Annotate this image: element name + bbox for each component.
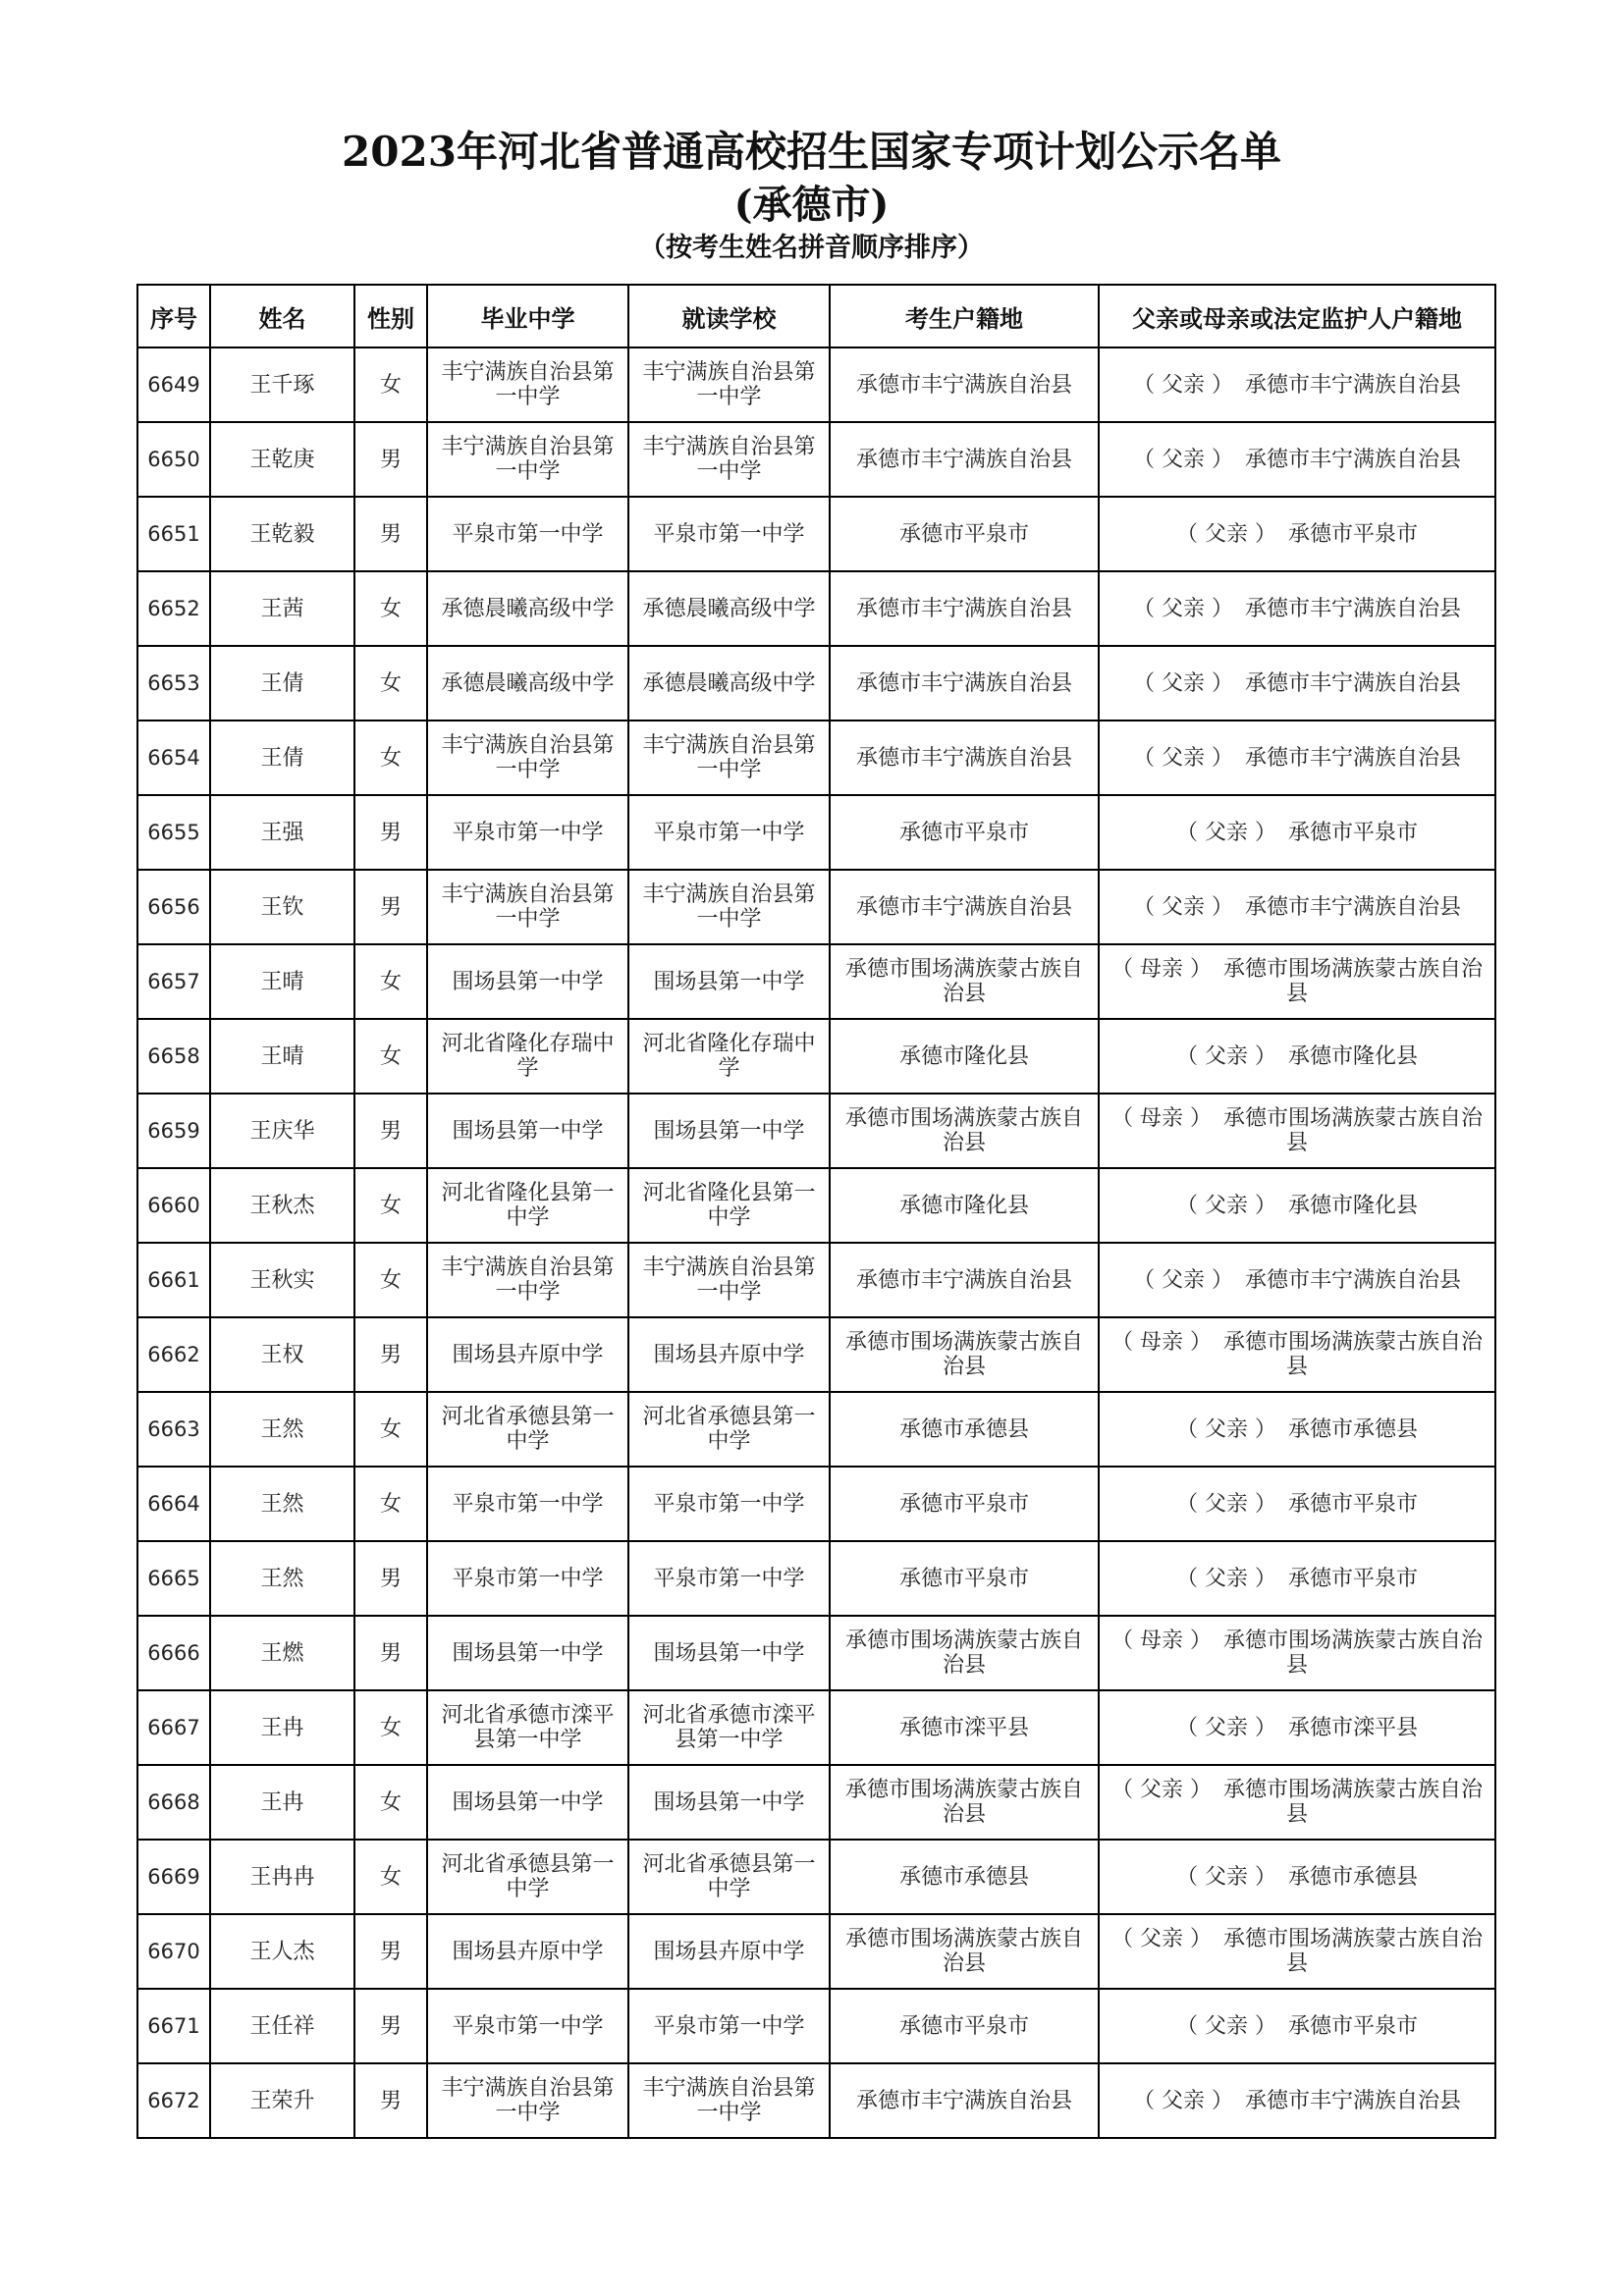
guardian-relation: （ 父亲 ） bbox=[1132, 447, 1233, 472]
row-name: 王茜 bbox=[210, 571, 354, 646]
row-current-school: 河北省承德市滦平县第一中学 bbox=[628, 1690, 830, 1765]
row-guardian-household bbox=[1099, 2063, 1495, 2138]
row-current-school: 平泉市第一中学 bbox=[628, 1467, 830, 1541]
row-guardian-household bbox=[1099, 1317, 1495, 1392]
table-row bbox=[137, 1094, 1495, 1168]
row-guardian-household bbox=[1099, 1765, 1495, 1840]
row-name: 王强 bbox=[210, 795, 354, 870]
row-guardian-household bbox=[1099, 1467, 1495, 1541]
guardian-relation: （ 父亲 ） bbox=[1175, 1566, 1276, 1591]
row-gender: 女 bbox=[354, 1168, 427, 1243]
row-id: 6664 bbox=[137, 1467, 210, 1541]
row-household: 承德市围场满族蒙古族自治县 bbox=[830, 1765, 1099, 1840]
row-grad-school: 承德晨曦高级中学 bbox=[427, 646, 628, 721]
row-guardian-household bbox=[1099, 347, 1495, 422]
row-current-school: 丰宁满族自治县第一中学 bbox=[628, 870, 830, 944]
guardian-place: 承德市丰宁满族自治县 bbox=[1244, 596, 1461, 621]
row-id: 6650 bbox=[137, 422, 210, 497]
row-household: 承德市滦平县 bbox=[830, 1690, 1099, 1765]
guardian-place: 承德市平泉市 bbox=[1287, 1491, 1418, 1517]
row-id: 6653 bbox=[137, 646, 210, 721]
guardian-relation: （ 父亲 ） bbox=[1132, 372, 1233, 398]
row-guardian-household bbox=[1099, 1094, 1495, 1168]
table-row bbox=[137, 497, 1495, 571]
guardian-relation: （ 父亲 ） bbox=[1132, 1267, 1233, 1293]
guardian-relation: （ 父亲 ） bbox=[1175, 820, 1276, 845]
column-header-grad-school: 毕业中学 bbox=[427, 285, 628, 347]
row-grad-school: 承德晨曦高级中学 bbox=[427, 571, 628, 646]
row-gender: 男 bbox=[354, 1989, 427, 2063]
row-gender: 男 bbox=[354, 422, 427, 497]
row-household: 承德市承德县 bbox=[830, 1392, 1099, 1467]
row-name: 王晴 bbox=[210, 944, 354, 1019]
row-gender: 女 bbox=[354, 1243, 427, 1317]
row-id: 6665 bbox=[137, 1541, 210, 1616]
guardian-place: 承德市丰宁满族自治县 bbox=[1244, 372, 1461, 398]
row-gender: 男 bbox=[354, 1616, 427, 1690]
table-row bbox=[137, 1168, 1495, 1243]
sort-note: （按考生姓名拼音顺序排序） bbox=[639, 233, 984, 263]
row-id: 6672 bbox=[137, 2063, 210, 2138]
table-row bbox=[137, 422, 1495, 497]
row-name: 王然 bbox=[210, 1392, 354, 1467]
row-current-school: 河北省承德县第一中学 bbox=[628, 1840, 830, 1914]
row-household: 承德市平泉市 bbox=[830, 1467, 1099, 1541]
row-guardian-household bbox=[1099, 1690, 1495, 1765]
row-gender: 男 bbox=[354, 1541, 427, 1616]
guardian-place: 承德市围场满族蒙古族自治县 bbox=[1222, 1629, 1483, 1678]
column-header-guardian-household: 父亲或母亲或法定监护人户籍地 bbox=[1099, 285, 1495, 347]
guardian-relation: （ 父亲 ） bbox=[1132, 596, 1233, 621]
table-row bbox=[137, 795, 1495, 870]
row-current-school: 围场县第一中学 bbox=[628, 1094, 830, 1168]
row-current-school: 河北省承德县第一中学 bbox=[628, 1392, 830, 1467]
row-id: 6649 bbox=[137, 347, 210, 422]
guardian-relation: （ 父亲 ） bbox=[1175, 1491, 1276, 1517]
table-row bbox=[137, 1541, 1495, 1616]
row-id: 6660 bbox=[137, 1168, 210, 1243]
table-row bbox=[137, 1690, 1495, 1765]
guardian-relation: （ 母亲 ） bbox=[1110, 1629, 1212, 1653]
row-id: 6658 bbox=[137, 1019, 210, 1094]
row-id: 6666 bbox=[137, 1616, 210, 1690]
table-row bbox=[137, 1392, 1495, 1467]
row-grad-school: 河北省隆化存瑞中学 bbox=[427, 1019, 628, 1094]
row-name: 王庆华 bbox=[210, 1094, 354, 1168]
table-row bbox=[137, 1467, 1495, 1541]
row-household: 承德市围场满族蒙古族自治县 bbox=[830, 1914, 1099, 1989]
guardian-place: 承德市丰宁满族自治县 bbox=[1244, 2088, 1461, 2113]
row-guardian-household bbox=[1099, 422, 1495, 497]
table-row bbox=[137, 721, 1495, 795]
row-id: 6652 bbox=[137, 571, 210, 646]
guardian-place: 承德市丰宁满族自治县 bbox=[1244, 447, 1461, 472]
row-grad-school: 平泉市第一中学 bbox=[427, 1541, 628, 1616]
table-row bbox=[137, 1019, 1495, 1094]
row-household: 承德市围场满族蒙古族自治县 bbox=[830, 1317, 1099, 1392]
guardian-relation: （ 父亲 ） bbox=[1175, 1416, 1276, 1442]
row-name: 王秋杰 bbox=[210, 1168, 354, 1243]
row-id: 6657 bbox=[137, 944, 210, 1019]
row-gender: 男 bbox=[354, 795, 427, 870]
row-grad-school: 围场县卉原中学 bbox=[427, 1317, 628, 1392]
row-guardian-household bbox=[1099, 721, 1495, 795]
row-household: 承德市丰宁满族自治县 bbox=[830, 646, 1099, 721]
row-grad-school: 丰宁满族自治县第一中学 bbox=[427, 422, 628, 497]
guardian-relation: （ 母亲 ） bbox=[1110, 957, 1212, 982]
guardian-place: 承德市平泉市 bbox=[1287, 820, 1418, 845]
row-name: 王秋实 bbox=[210, 1243, 354, 1317]
row-grad-school: 围场县第一中学 bbox=[427, 1765, 628, 1840]
row-household: 承德市围场满族蒙古族自治县 bbox=[830, 1094, 1099, 1168]
table-row bbox=[137, 1317, 1495, 1392]
document-subtitle: (承德市) bbox=[733, 182, 890, 228]
row-grad-school: 河北省承德县第一中学 bbox=[427, 1840, 628, 1914]
row-id: 6654 bbox=[137, 721, 210, 795]
row-grad-school: 丰宁满族自治县第一中学 bbox=[427, 870, 628, 944]
row-current-school: 河北省隆化县第一中学 bbox=[628, 1168, 830, 1243]
row-gender: 男 bbox=[354, 1317, 427, 1392]
row-grad-school: 丰宁满族自治县第一中学 bbox=[427, 1243, 628, 1317]
row-name: 王任祥 bbox=[210, 1989, 354, 2063]
row-grad-school: 河北省隆化县第一中学 bbox=[427, 1168, 628, 1243]
row-grad-school: 丰宁满族自治县第一中学 bbox=[427, 721, 628, 795]
row-current-school: 丰宁满族自治县第一中学 bbox=[628, 1243, 830, 1317]
table-row bbox=[137, 1243, 1495, 1317]
guardian-relation: （ 父亲 ） bbox=[1132, 745, 1233, 771]
row-household: 承德市围场满族蒙古族自治县 bbox=[830, 1616, 1099, 1690]
row-id: 6661 bbox=[137, 1243, 210, 1317]
row-current-school: 承德晨曦高级中学 bbox=[628, 646, 830, 721]
row-current-school: 围场县第一中学 bbox=[628, 1616, 830, 1690]
row-id: 6659 bbox=[137, 1094, 210, 1168]
row-current-school: 围场县第一中学 bbox=[628, 944, 830, 1019]
column-header-id: 序号 bbox=[137, 285, 210, 347]
row-grad-school: 丰宁满族自治县第一中学 bbox=[427, 2063, 628, 2138]
row-grad-school: 丰宁满族自治县第一中学 bbox=[427, 347, 628, 422]
guardian-place: 承德市丰宁满族自治县 bbox=[1244, 1267, 1461, 1293]
row-gender: 男 bbox=[354, 497, 427, 571]
row-grad-school: 平泉市第一中学 bbox=[427, 497, 628, 571]
table-row bbox=[137, 347, 1495, 422]
row-household: 承德市丰宁满族自治县 bbox=[830, 422, 1099, 497]
row-household: 承德市丰宁满族自治县 bbox=[830, 721, 1099, 795]
row-current-school: 丰宁满族自治县第一中学 bbox=[628, 2063, 830, 2138]
row-name: 王人杰 bbox=[210, 1914, 354, 1989]
row-id: 6671 bbox=[137, 1989, 210, 2063]
row-guardian-household bbox=[1099, 1168, 1495, 1243]
guardian-place: 承德市平泉市 bbox=[1287, 1566, 1418, 1591]
row-name: 王乾毅 bbox=[210, 497, 354, 571]
guardian-relation: （ 父亲 ） bbox=[1132, 894, 1233, 920]
guardian-place: 承德市丰宁满族自治县 bbox=[1244, 894, 1461, 920]
row-guardian-household bbox=[1099, 870, 1495, 944]
column-header-name: 姓名 bbox=[210, 285, 354, 347]
guardian-relation: （ 父亲 ） bbox=[1175, 1193, 1276, 1218]
row-guardian-household bbox=[1099, 1840, 1495, 1914]
row-name: 王冉冉 bbox=[210, 1840, 354, 1914]
guardian-place: 承德市隆化县 bbox=[1287, 1193, 1418, 1218]
guardian-place: 承德市围场满族蒙古族自治县 bbox=[1222, 1927, 1483, 1976]
row-name: 王然 bbox=[210, 1467, 354, 1541]
table-row bbox=[137, 571, 1495, 646]
row-household: 承德市平泉市 bbox=[830, 1541, 1099, 1616]
row-guardian-household bbox=[1099, 1914, 1495, 1989]
row-household: 承德市平泉市 bbox=[830, 497, 1099, 571]
row-household: 承德市承德县 bbox=[830, 1840, 1099, 1914]
row-name: 王钦 bbox=[210, 870, 354, 944]
row-guardian-household bbox=[1099, 571, 1495, 646]
row-gender: 女 bbox=[354, 347, 427, 422]
guardian-relation: （ 父亲 ） bbox=[1132, 2088, 1233, 2113]
row-name: 王晴 bbox=[210, 1019, 354, 1094]
row-current-school: 围场县卉原中学 bbox=[628, 1317, 830, 1392]
guardian-relation: （ 父亲 ） bbox=[1175, 2013, 1276, 2039]
document-title: 2023年河北省普通高校招生国家专项计划公示名单 bbox=[342, 128, 1281, 176]
row-gender: 女 bbox=[354, 1690, 427, 1765]
row-guardian-household bbox=[1099, 795, 1495, 870]
row-household: 承德市隆化县 bbox=[830, 1168, 1099, 1243]
row-guardian-household bbox=[1099, 497, 1495, 571]
row-current-school: 平泉市第一中学 bbox=[628, 795, 830, 870]
row-name: 王倩 bbox=[210, 721, 354, 795]
column-header-household: 考生户籍地 bbox=[830, 285, 1099, 347]
column-header-gender: 性别 bbox=[354, 285, 427, 347]
row-gender: 女 bbox=[354, 721, 427, 795]
row-name: 王燃 bbox=[210, 1616, 354, 1690]
row-gender: 女 bbox=[354, 646, 427, 721]
guardian-relation: （ 父亲 ） bbox=[1175, 521, 1276, 547]
row-grad-school: 围场县第一中学 bbox=[427, 944, 628, 1019]
row-current-school: 丰宁满族自治县第一中学 bbox=[628, 347, 830, 422]
row-household: 承德市隆化县 bbox=[830, 1019, 1099, 1094]
roster-table bbox=[136, 284, 1496, 2139]
row-grad-school: 河北省承德县第一中学 bbox=[427, 1392, 628, 1467]
row-current-school: 丰宁满族自治县第一中学 bbox=[628, 422, 830, 497]
row-id: 6655 bbox=[137, 795, 210, 870]
row-gender: 女 bbox=[354, 571, 427, 646]
guardian-place: 承德市平泉市 bbox=[1287, 521, 1418, 547]
row-household: 承德市丰宁满族自治县 bbox=[830, 347, 1099, 422]
guardian-place: 承德市承德县 bbox=[1287, 1416, 1418, 1442]
guardian-relation: （ 母亲 ） bbox=[1110, 1330, 1212, 1355]
row-guardian-household bbox=[1099, 646, 1495, 721]
guardian-relation: （ 父亲 ） bbox=[1132, 670, 1233, 696]
row-grad-school: 围场县第一中学 bbox=[427, 1094, 628, 1168]
row-gender: 女 bbox=[354, 1019, 427, 1094]
guardian-place: 承德市滦平县 bbox=[1287, 1715, 1418, 1740]
table-row bbox=[137, 646, 1495, 721]
row-name: 王冉 bbox=[210, 1765, 354, 1840]
table-row bbox=[137, 870, 1495, 944]
row-gender: 女 bbox=[354, 1467, 427, 1541]
row-current-school: 围场县第一中学 bbox=[628, 1765, 830, 1840]
row-gender: 男 bbox=[354, 1094, 427, 1168]
row-guardian-household bbox=[1099, 1541, 1495, 1616]
guardian-relation: （ 父亲 ） bbox=[1175, 1715, 1276, 1740]
row-id: 6651 bbox=[137, 497, 210, 571]
column-header-current-school: 就读学校 bbox=[628, 285, 830, 347]
row-grad-school: 河北省承德市滦平县第一中学 bbox=[427, 1690, 628, 1765]
row-gender: 女 bbox=[354, 1392, 427, 1467]
row-name: 王冉 bbox=[210, 1690, 354, 1765]
row-name: 王荣升 bbox=[210, 2063, 354, 2138]
row-grad-school: 平泉市第一中学 bbox=[427, 1989, 628, 2063]
row-gender: 男 bbox=[354, 1914, 427, 1989]
row-household: 承德市平泉市 bbox=[830, 795, 1099, 870]
row-name: 王千琢 bbox=[210, 347, 354, 422]
guardian-place: 承德市围场满族蒙古族自治县 bbox=[1222, 957, 1483, 1006]
table-row bbox=[137, 1765, 1495, 1840]
table-row bbox=[137, 1989, 1495, 2063]
row-grad-school: 围场县第一中学 bbox=[427, 1616, 628, 1690]
guardian-place: 承德市平泉市 bbox=[1287, 2013, 1418, 2039]
row-id: 6670 bbox=[137, 1914, 210, 1989]
row-grad-school: 围场县卉原中学 bbox=[427, 1914, 628, 1989]
row-id: 6663 bbox=[137, 1392, 210, 1467]
guardian-relation: （ 父亲 ） bbox=[1175, 1864, 1276, 1890]
row-name: 王乾庚 bbox=[210, 422, 354, 497]
guardian-place: 承德市丰宁满族自治县 bbox=[1244, 745, 1461, 771]
guardian-place: 承德市围场满族蒙古族自治县 bbox=[1222, 1778, 1483, 1827]
table-row bbox=[137, 944, 1495, 1019]
row-name: 王权 bbox=[210, 1317, 354, 1392]
guardian-place: 承德市承德县 bbox=[1287, 1864, 1418, 1890]
table-row bbox=[137, 1914, 1495, 1989]
row-id: 6662 bbox=[137, 1317, 210, 1392]
guardian-relation: （ 父亲 ） bbox=[1110, 1778, 1212, 1802]
row-current-school: 围场县卉原中学 bbox=[628, 1914, 830, 1989]
guardian-relation: （ 父亲 ） bbox=[1175, 1043, 1276, 1069]
row-id: 6667 bbox=[137, 1690, 210, 1765]
row-name: 王然 bbox=[210, 1541, 354, 1616]
header-row bbox=[137, 285, 1495, 347]
row-gender: 男 bbox=[354, 2063, 427, 2138]
guardian-relation: （ 父亲 ） bbox=[1110, 1927, 1212, 1951]
row-household: 承德市围场满族蒙古族自治县 bbox=[830, 944, 1099, 1019]
row-grad-school: 平泉市第一中学 bbox=[427, 1467, 628, 1541]
row-gender: 男 bbox=[354, 870, 427, 944]
row-gender: 女 bbox=[354, 944, 427, 1019]
guardian-relation: （ 母亲 ） bbox=[1110, 1106, 1212, 1131]
row-grad-school: 平泉市第一中学 bbox=[427, 795, 628, 870]
row-guardian-household bbox=[1099, 1019, 1495, 1094]
row-current-school: 河北省隆化存瑞中学 bbox=[628, 1019, 830, 1094]
row-household: 承德市丰宁满族自治县 bbox=[830, 2063, 1099, 2138]
row-current-school: 承德晨曦高级中学 bbox=[628, 571, 830, 646]
row-household: 承德市丰宁满族自治县 bbox=[830, 571, 1099, 646]
row-name: 王倩 bbox=[210, 646, 354, 721]
row-gender: 女 bbox=[354, 1840, 427, 1914]
table-row bbox=[137, 2063, 1495, 2138]
row-guardian-household bbox=[1099, 1392, 1495, 1467]
row-guardian-household bbox=[1099, 1989, 1495, 2063]
guardian-place: 承德市隆化县 bbox=[1287, 1043, 1418, 1069]
row-household: 承德市丰宁满族自治县 bbox=[830, 870, 1099, 944]
guardian-place: 承德市围场满族蒙古族自治县 bbox=[1222, 1330, 1483, 1379]
row-guardian-household bbox=[1099, 944, 1495, 1019]
roster-body bbox=[137, 347, 1495, 2138]
row-guardian-household bbox=[1099, 1616, 1495, 1690]
row-id: 6656 bbox=[137, 870, 210, 944]
table-row bbox=[137, 1616, 1495, 1690]
row-id: 6669 bbox=[137, 1840, 210, 1914]
guardian-place: 承德市丰宁满族自治县 bbox=[1244, 670, 1461, 696]
row-guardian-household bbox=[1099, 1243, 1495, 1317]
table-row bbox=[137, 1840, 1495, 1914]
guardian-place: 承德市围场满族蒙古族自治县 bbox=[1222, 1106, 1483, 1155]
row-id: 6668 bbox=[137, 1765, 210, 1840]
row-household: 承德市平泉市 bbox=[830, 1989, 1099, 2063]
row-household: 承德市丰宁满族自治县 bbox=[830, 1243, 1099, 1317]
row-current-school: 丰宁满族自治县第一中学 bbox=[628, 721, 830, 795]
row-current-school: 平泉市第一中学 bbox=[628, 1541, 830, 1616]
row-current-school: 平泉市第一中学 bbox=[628, 497, 830, 571]
row-current-school: 平泉市第一中学 bbox=[628, 1989, 830, 2063]
row-gender: 女 bbox=[354, 1765, 427, 1840]
